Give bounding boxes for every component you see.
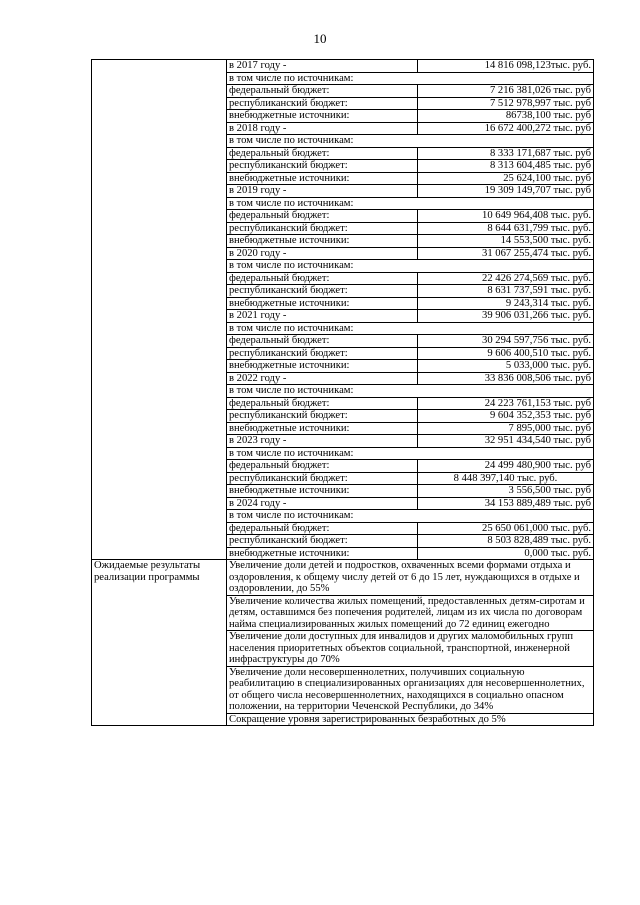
source-name: федеральный бюджет: — [227, 522, 418, 535]
source-value: 24 223 761,153 тыс. руб — [418, 397, 594, 410]
sources-label: в том числе по источникам: — [227, 72, 594, 85]
result-text: Увеличение количества жилых помещений, предоставленных детям-сиротам и детям, оставшимся без попечения родителей, лицам из их числа по договорам найма специализированных жилых помещений до 72 единиц ежегодно — [227, 595, 594, 631]
source-name: внебюджетные источники: — [227, 360, 418, 373]
source-name: федеральный бюджет: — [227, 210, 418, 223]
source-value: 5 033,000 тыс. руб. — [418, 360, 594, 373]
source-value: 10 649 964,408 тыс. руб. — [418, 210, 594, 223]
page-number: 10 — [313, 31, 327, 46]
source-name: внебюджетные источники: — [227, 110, 418, 123]
source-value: 7 895,000 тыс. руб — [418, 422, 594, 435]
sources-label: в том числе по источникам: — [227, 260, 594, 273]
source-name: республиканский бюджет: — [227, 160, 418, 173]
year-label: в 2024 году - — [227, 497, 418, 510]
source-name: внебюджетные источники: — [227, 547, 418, 560]
source-name: республиканский бюджет: — [227, 97, 418, 110]
source-name: федеральный бюджет: — [227, 147, 418, 160]
year-label: в 2022 году - — [227, 372, 418, 385]
source-name: федеральный бюджет: — [227, 85, 418, 98]
source-value: 9 606 400,510 тыс. руб. — [418, 347, 594, 360]
year-total: 19 309 149,707 тыс. руб — [418, 185, 594, 198]
source-name: республиканский бюджет: — [227, 347, 418, 360]
source-name: внебюджетные источники: — [227, 297, 418, 310]
year-label: в 2021 году - — [227, 310, 418, 323]
year-total: 16 672 400,272 тыс. руб — [418, 122, 594, 135]
result-text: Увеличение доли детей и подростков, охваченных всеми формами отдыха и оздоровления, к общему числу детей от 6 до 15 лет, нуждающихся в отдыхе и оздоровлении, до 55% — [227, 560, 594, 596]
year-label: в 2019 году - — [227, 185, 418, 198]
results-label: Ожидаемые результаты реализации программы — [92, 560, 227, 726]
source-name: республиканский бюджет: — [227, 222, 418, 235]
year-total: 33 836 008,506 тыс. руб — [418, 372, 594, 385]
year-total: 31 067 255,474 тыс. руб. — [418, 247, 594, 260]
funding-table — [91, 59, 594, 726]
source-value: 14 553,500 тыс. руб. — [418, 235, 594, 248]
source-name: федеральный бюджет: — [227, 397, 418, 410]
funding-table-body — [92, 60, 594, 726]
source-value: 9 604 352,353 тыс. руб — [418, 410, 594, 423]
source-value: 7 216 381,026 тыс. руб — [418, 85, 594, 98]
source-name: республиканский бюджет: — [227, 410, 418, 423]
result-text: Сокращение уровня зарегистрированных безработных до 5% — [227, 713, 594, 726]
source-name: республиканский бюджет: — [227, 285, 418, 298]
result-row — [92, 560, 594, 596]
source-value: 8 333 171,687 тыс. руб — [418, 147, 594, 160]
source-value: 24 499 480,900 тыс. руб — [418, 460, 594, 473]
source-value: 86738,100 тыс. руб — [418, 110, 594, 123]
sources-label: в том числе по источникам: — [227, 447, 594, 460]
source-name: внебюджетные источники: — [227, 422, 418, 435]
year-label: в 2017 году - — [227, 60, 418, 73]
source-name: федеральный бюджет: — [227, 335, 418, 348]
source-value: 22 426 274,569 тыс. руб. — [418, 272, 594, 285]
source-name: внебюджетные источники: — [227, 485, 418, 498]
year-total: 32 951 434,540 тыс. руб — [418, 435, 594, 448]
source-value: 30 294 597,756 тыс. руб. — [418, 335, 594, 348]
sources-label: в том числе по источникам: — [227, 510, 594, 523]
source-value: 9 243,314 тыс. руб. — [418, 297, 594, 310]
year-label: в 2018 году - — [227, 122, 418, 135]
sources-label: в том числе по источникам: — [227, 385, 594, 398]
source-name: федеральный бюджет: — [227, 272, 418, 285]
source-value: 25 650 061,000 тыс. руб. — [418, 522, 594, 535]
year-total: 14 816 098,123тыс. руб. — [418, 60, 594, 73]
year-row — [92, 60, 594, 73]
source-value: 25 624,100 тыс. руб — [418, 172, 594, 185]
result-text: Увеличение доли доступных для инвалидов и других маломобильных групп населения приоритетных объектов социальной, транспортной, инженерной инфраструктуры до 70% — [227, 631, 594, 667]
source-value: 8 448 397,140 тыс. руб. — [418, 472, 594, 485]
source-value: 8 313 604,485 тыс. руб — [418, 160, 594, 173]
source-name: республиканский бюджет: — [227, 472, 418, 485]
source-value: 8 503 828,489 тыс. руб. — [418, 535, 594, 548]
source-name: внебюджетные источники: — [227, 235, 418, 248]
result-text: Увеличение доли несовершеннолетних, получивших социальную реабилитацию в специализированных организациях для несовершеннолетних, от общего числа несовершеннолетних, находящихся в социально опасном положении, на территории Чеченской Республики, до 34% — [227, 666, 594, 713]
funding-left-cell — [92, 60, 227, 560]
sources-label: в том числе по источникам: — [227, 322, 594, 335]
source-name: внебюджетные источники: — [227, 172, 418, 185]
sources-label: в том числе по источникам: — [227, 135, 594, 148]
source-value: 8 631 737,591 тыс. руб. — [418, 285, 594, 298]
year-total: 34 153 889,489 тыс. руб — [418, 497, 594, 510]
source-value: 3 556,500 тыс. руб — [418, 485, 594, 498]
sources-label: в том числе по источникам: — [227, 197, 594, 210]
source-value: 7 512 978,997 тыс. руб — [418, 97, 594, 110]
year-total: 39 906 031,266 тыс. руб. — [418, 310, 594, 323]
year-label: в 2023 году - — [227, 435, 418, 448]
source-value: 8 644 631,799 тыс. руб. — [418, 222, 594, 235]
source-name: федеральный бюджет: — [227, 460, 418, 473]
source-name: республиканский бюджет: — [227, 535, 418, 548]
source-value: 0,000 тыс. руб. — [418, 547, 594, 560]
year-label: в 2020 году - — [227, 247, 418, 260]
